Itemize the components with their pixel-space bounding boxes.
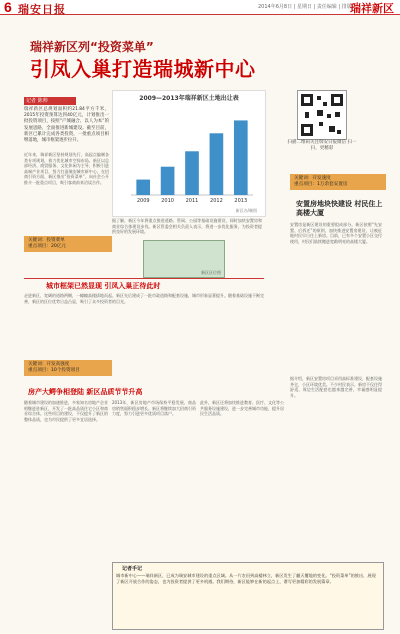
sidebar-headline: 安置房地块快建设 村民住上高楼大厦 [296,200,383,217]
reporter-notes-title: 记者手记 [122,566,143,572]
keyword-box-2 [24,360,112,376]
bar-2011 [185,151,199,195]
keyword-box-1 [24,236,112,252]
district-map [143,240,225,278]
qr-pattern [298,91,346,139]
keyword-title: 关键词：投资菜单 [28,238,65,243]
tick-label-2010: 2010 [161,198,174,204]
masthead [0,0,400,15]
page-number: 6 [4,0,12,15]
qr-code [297,90,347,140]
sidebar-text-1: 安置房是新区建设的重要组成部分。新区按照“先安置、后拆迁”的原则，加快推进安置房建设，让被征地村民早日住上新房。目前，已有多个安置小区交付使用，村民们陆续搬进宽敞明亮的高楼大厦。 [290,222,382,244]
qr-caption: 扫描二维码关注瑞安日报微信 扫一扫，更精彩 [287,140,357,151]
body-column-4: 随着城市建设的加速推进，多家知名房地产企业相继进驻新区，开发了一批高品质住宅小区和商业综合体。这些项目的建设，不仅提升了新区的整体品质，也为市民提供了更多宜居选择。 [24,400,108,422]
tick-label-2013: 2013 [234,198,248,204]
body-column-1: 近年来，瑞祥新区坚持规划先行，高起点编制各类专项规划，着力优化城市空间布局。新区以总部经济、商贸服务、文化休闲为主导，积极引进高端产业项目，努力打造瑞安城市新中心。在招商引资方面，新区推出“投资菜单”，向社会公开推介一批重点项目，吸引客商前来洽谈合作。 [24,152,109,185]
keyword-sub: 重点项目：10个投资项目 [28,368,80,373]
newspaper-logo: 瑞安日报 [18,3,66,16]
tick-label-2011: 2011 [185,198,199,204]
keyword-title: 关键词：开发高强度 [28,362,70,367]
subhead-1: 城市框架已然显现 引凤入巢正待此时 [46,282,161,290]
bar-2010 [161,167,175,195]
bar-2013 [234,120,248,195]
bar-2012 [210,133,224,195]
byline: 记者 陈帅 [24,97,76,105]
lead-paragraph: 瑞祥新区总规划面积约21.84平方千米，2015年投资预算达到40亿元，计划推出一批投资项目，按照“产城融合、以人为本”的发展思路，全面推进新城建设。截至目前，新区已累计完成各类投资，一批重点项目相继落地，城市框架逐步拉开。 [24,107,109,144]
subhead-2: 房产大鳄争相登陆 新区品质节节升高 [28,388,143,396]
body-column-3: 走进新区，宽阔的道路两侧，一幢幢高楼拔地而起。新区先后建成了一批市政道路和配套设施，城市形象显著提升。随着基础设施不断完善，新区的区位优势日益凸显，吸引了众多投资者的目光。 [24,293,264,304]
sidebar-text-2: 据介绍，新区安置房项目采用高标准建设，配套设施齐全，小区环境优美。不少村民表示，新房不仅住得舒适，周边生活配套也越来越完善，幸福感明显提升。 [290,376,382,398]
map-label: 新区区位图 [201,270,221,275]
date-line: 2014年6月8日 | 星期日 | 责任编辑 | 排版 [258,4,352,10]
article-headline: 引凤入巢打造瑞城新中心 [30,57,256,81]
divider [24,278,264,279]
tick-label-2009: 2009 [136,198,150,204]
keyword-sub: 重点项目：1万余套安置房 [294,182,348,187]
chart-title: 2009—2013年瑞祥新区土地出让表 [139,95,239,102]
section-title: 瑞祥新区 [350,2,394,15]
chart-plot [113,91,265,216]
article-kicker: 瑞祥新区列“投资菜单” [30,40,154,54]
tick-label-2012: 2012 [210,198,223,204]
keyword-box-3 [290,174,386,190]
keyword-title: 关键词：开发速度 [294,176,331,181]
keyword-sub: 重点项目：20亿元 [28,244,67,249]
body-column-6: 此外，新区还将加快推进教育、医疗、文化等公共服务设施建设，进一步完善城市功能，提升居民生活品质。 [200,400,284,417]
bar-2009 [136,180,150,195]
reporter-notes-body: 城市新中心——瑞祥新区，已成为瑞安城市建设的重点区域。从一片农田到高楼林立，新区发生了翻天覆地的变化。“投资菜单”的推出，展现了新区开放合作的姿态，也为投资者提供了更多机遇。我们期待，新区能够在新的起点上，谱写更加精彩的发展篇章。 [116,573,376,584]
body-column-2: 据了解，新区今年将重点推进道路、管网、公园等基础设施建设，同时加快安置房和商业综合体建设步伐。新区管委会相关负责人表示，将进一步优化服务，为投资者提供良好的发展环境。 [112,218,262,235]
land-sales-chart [112,90,266,217]
chart-source: 新区办/制图 [235,208,257,213]
body-column-5: 2013年，新区房地产市场保持平稳发展，商品房销售面积稳步增长。新区将继续加大招商引资力度，努力引进更多优质项目落户。 [112,400,196,417]
